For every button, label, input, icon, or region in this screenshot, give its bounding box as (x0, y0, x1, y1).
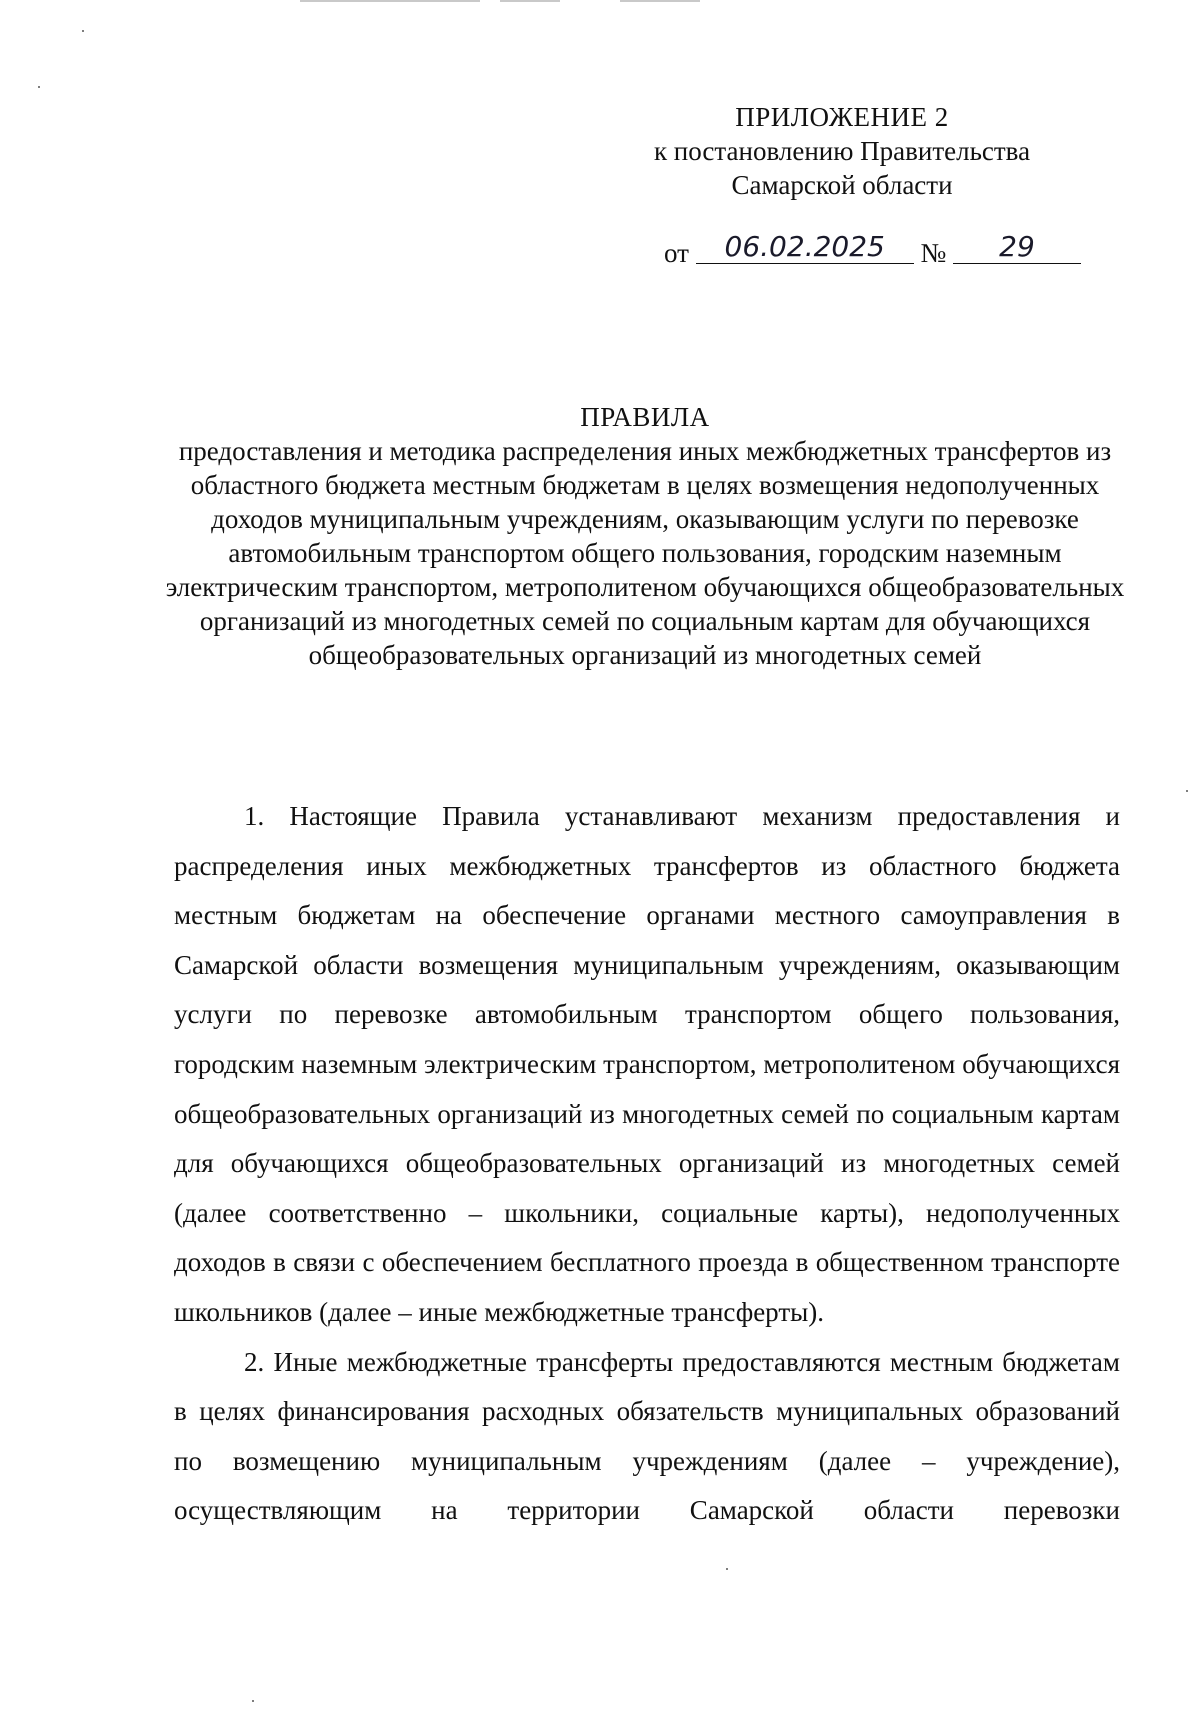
attachment-line-2: к постановлению Правительства (653, 136, 1031, 166)
scan-speck (1186, 790, 1188, 792)
document-title: ПРАВИЛА (580, 402, 710, 432)
paragraph-2: 2. Иные межбюджетные трансферты предоставляются местным бюджетам в целях финансирования расходных обязательств муниципальных образований по возмещению муниципальным учреждениям (далее – учреждение), осуществляющим на территории Самарской области перевозки (174, 1346, 1120, 1526)
resolution-date-line (664, 230, 1081, 268)
document-title-block (130, 400, 1160, 672)
scan-speck (252, 1700, 254, 1702)
attachment-number: ПРИЛОЖЕНИЕ 2 (735, 102, 949, 132)
scan-speck (82, 30, 84, 32)
from-label: от (664, 238, 689, 268)
paragraph-1: 1. Настоящие Правила устанавливают механизм предоставления и распределения иных межбюджетных трансфертов из областного бюджета местным бюджетам на обеспечение органами местного самоуправления в Самарской области возмещения муниципальным учреждениям, оказывающим услуги по перевозке автомобильным транспортом общего пользования, городским наземным электрическим транспортом, метрополитеном обучающихся общеобразовательных организаций из многодетных семей по социальным картам для обучающихся общеобразовательных организаций из многодетных семей (далее соответственно – школьники, социальные карты), недополученных доходов в связи с обеспечением бесплатного проезда в общественном транспорте школьников (далее – иные межбюджетные трансферты). (174, 801, 1120, 1327)
handwritten-date: 06.02.2025 (696, 230, 914, 264)
scan-artifact (500, 0, 560, 2)
scan-artifact (300, 0, 480, 2)
attachment-header (612, 100, 1072, 202)
number-label: № (920, 238, 947, 268)
scan-artifact (620, 0, 700, 2)
document-subtitle: предоставления и методика распределения иных межбюджетных трансфертов из областного бюджета местным бюджетам в целях возмещения недополученных доходов муниципальным учреждениям, оказывающим услуги по перевозке автомобильным транспортом общего пользования, городским наземным электрическим транспортом, метрополитеном обучающихся общеобразовательных организаций из многодетных семей по социальным картам для обучающихся общеобразовательных организаций из многодетных семей (165, 436, 1125, 670)
scan-speck (726, 1568, 728, 1570)
scan-speck (38, 86, 40, 88)
handwritten-number: 29 (953, 230, 1081, 264)
attachment-line-3: Самарской области (731, 170, 953, 200)
document-body (174, 792, 1120, 1536)
